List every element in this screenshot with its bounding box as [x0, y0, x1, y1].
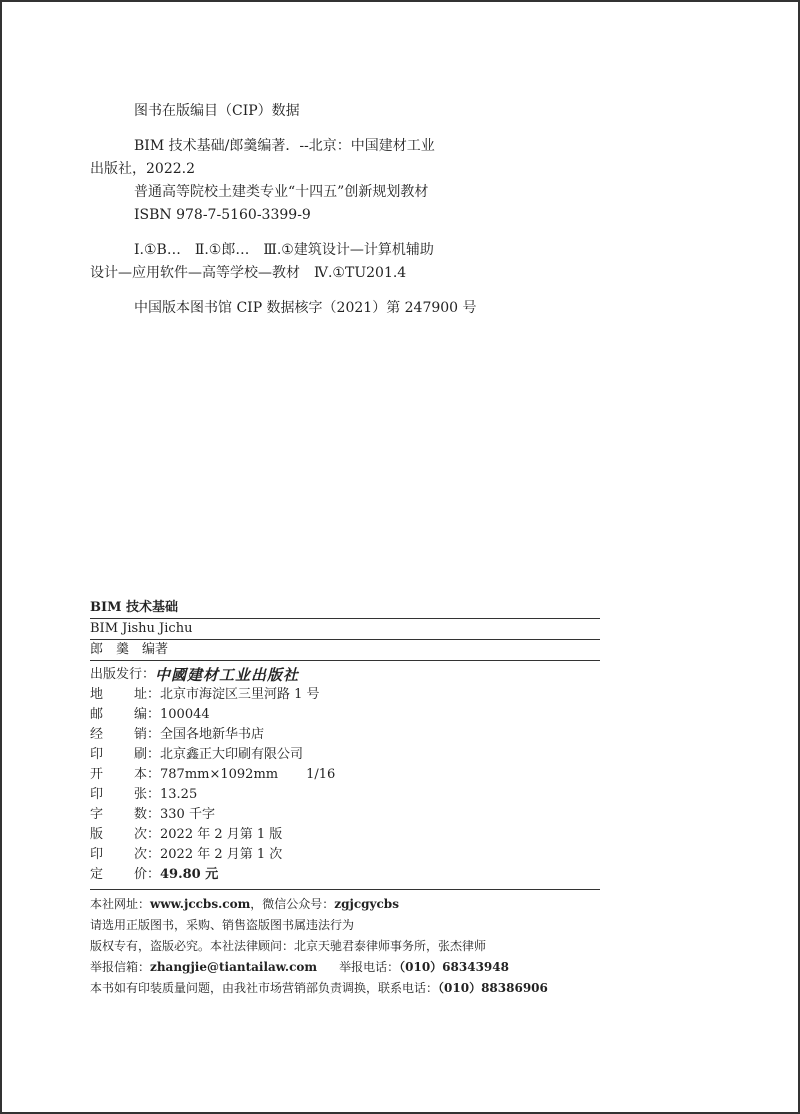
detail-label: [90, 785, 160, 805]
cip-subjects-line2: 设计—应用软件—高等学校—教材 Ⅳ.①TU201.4: [90, 265, 407, 281]
detail-label-suffix: 价：: [133, 867, 160, 882]
detail-label-suffix: 次：: [133, 827, 160, 842]
website-line: [90, 894, 610, 915]
cip-series: 普通高等院校土建类专业“十四五”创新规划教材: [134, 184, 429, 200]
detail-label-char: 字: [90, 807, 104, 822]
detail-row: [90, 825, 610, 845]
detail-row: [90, 725, 610, 745]
book-author: 郎 羹 编著: [90, 642, 169, 657]
detail-label-char: 经: [90, 727, 104, 742]
report-email: zhangjie@tiantailaw.com: [150, 960, 318, 974]
detail-label-suffix: 次：: [133, 847, 160, 862]
website-url: www.jccbs.com: [150, 897, 251, 911]
cip-entry-line1: BIM 技术基础/郎羹编著．--北京：中国建材工业: [134, 138, 435, 154]
cip-heading: 图书在版编目（CIP）数据: [134, 103, 300, 119]
quality-text: 本书如有印装质量问题，由我社市场营销部负责调换，联系电话：: [90, 981, 439, 995]
cip-isbn: ISBN 978-7-5160-3399-9: [134, 207, 311, 223]
divider: [90, 660, 600, 661]
detail-row: [90, 745, 610, 765]
publisher-logo: 中國建材工业出版社: [155, 666, 300, 684]
detail-label-char: 定: [90, 867, 104, 882]
detail-label-char: 印: [90, 747, 104, 762]
publisher-row: [90, 665, 610, 685]
book-title-pinyin: BIM Jishu Jichu: [90, 621, 193, 636]
detail-value: 2022 年 2 月第 1 次: [160, 847, 283, 862]
detail-label: [90, 805, 160, 825]
report-email-label: 举报信箱：: [90, 960, 151, 974]
detail-label: [90, 745, 160, 765]
detail-value: 全国各地新华书店: [160, 727, 265, 742]
detail-label-char: 开: [90, 767, 104, 782]
detail-label: [90, 705, 160, 725]
detail-label-char: 版: [90, 827, 104, 842]
quality-phone: （010）88386906: [438, 981, 548, 995]
legal-line: 版权专有，盗版必究。本社法律顾问：北京天驰君泰律师事务所，张杰律师: [90, 939, 487, 953]
detail-value: 787mm×1092mm: [160, 767, 279, 782]
detail-label-char: 地: [90, 687, 104, 702]
publisher-footer: [90, 894, 610, 999]
report-line: [90, 957, 610, 978]
detail-value: 330 千字: [160, 807, 215, 822]
detail-value: 北京市海淀区三里河路 1 号: [160, 687, 320, 702]
detail-label: [90, 825, 160, 845]
detail-row: [90, 765, 610, 785]
detail-label-suffix: 址：: [133, 687, 160, 702]
detail-value: 49.80 元: [160, 867, 219, 882]
antipiracy-line: 请选用正版图书，采购、销售盗版图书属违法行为: [90, 918, 355, 932]
book-title: BIM 技术基础: [90, 600, 178, 615]
detail-label-char: 印: [90, 847, 104, 862]
detail-row: [90, 805, 610, 825]
detail-row: [90, 845, 610, 865]
detail-value: 100044: [160, 707, 210, 722]
detail-value: 13.25: [160, 787, 198, 802]
report-phone-label: 举报电话：: [339, 960, 400, 974]
divider: [90, 889, 600, 890]
wechat-label: ，微信公众号：: [250, 897, 335, 911]
detail-row: [90, 685, 610, 705]
detail-label: [90, 685, 160, 705]
cip-subjects-line1: Ⅰ.①B… Ⅱ.①郎… Ⅲ.①建筑设计—计算机辅助: [134, 242, 434, 258]
detail-label-suffix: 刷：: [133, 747, 160, 762]
detail-label-suffix: 编：: [133, 707, 160, 722]
detail-value: 2022 年 2 月第 1 版: [160, 827, 283, 842]
wechat-id: zgjcgycbs: [334, 897, 399, 911]
cip-block: [90, 100, 530, 320]
quality-line: [90, 978, 610, 999]
detail-row: [90, 785, 610, 805]
detail-extra: 1/16: [306, 767, 336, 782]
detail-label-suffix: 本：: [133, 767, 160, 782]
colophon: [90, 598, 610, 999]
cip-entry-line2: 出版社，2022.2: [90, 161, 195, 177]
website-label: 本社网址：: [90, 897, 151, 911]
detail-label: [90, 865, 160, 885]
detail-label: [90, 765, 160, 785]
detail-row: [90, 705, 610, 725]
report-phone: （010）68343948: [399, 960, 509, 974]
detail-label-suffix: 数：: [133, 807, 160, 822]
cip-record-number: 中国版本图书馆 CIP 数据核字（2021）第 247900 号: [134, 300, 477, 316]
detail-value: 北京鑫正大印刷有限公司: [160, 747, 304, 762]
detail-label-char: 印: [90, 787, 104, 802]
detail-label-suffix: 销：: [133, 727, 160, 742]
publication-details: [90, 685, 610, 885]
detail-label: [90, 725, 160, 745]
detail-label-suffix: 张：: [133, 787, 160, 802]
detail-label-char: 邮: [90, 707, 104, 722]
detail-row: [90, 865, 610, 885]
publisher-label: 出版发行：: [90, 667, 156, 682]
detail-label: [90, 845, 160, 865]
